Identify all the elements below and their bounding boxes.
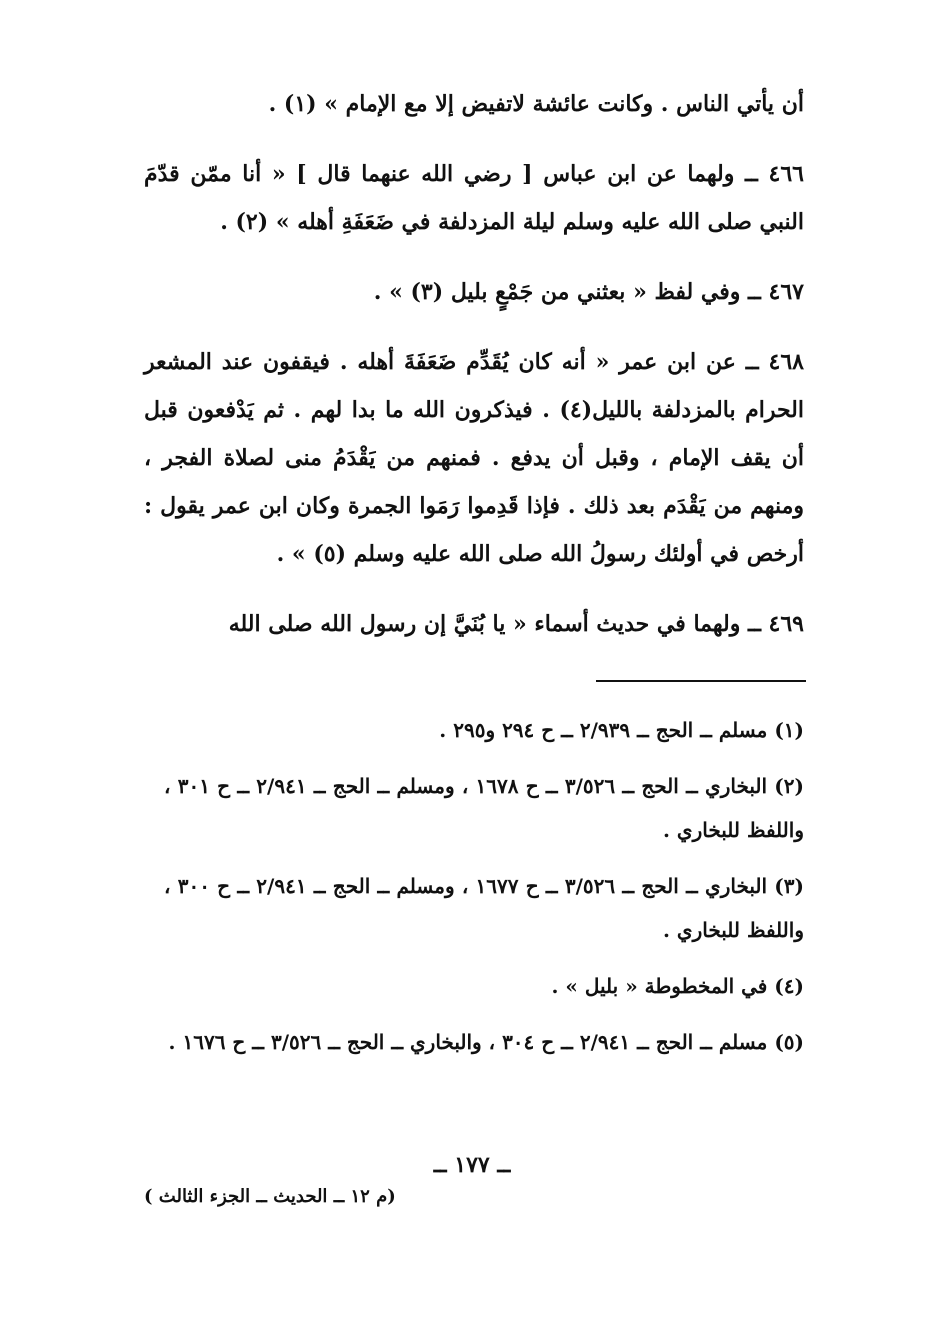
footnote-4: (٤) في المخطوطة « بليل » . (551, 974, 804, 998)
footnotes (164, 708, 804, 1076)
footnote-separator (596, 680, 806, 682)
printer-signature: (م ١٢ ــ الحديث ــ الجزء الثالث ) (144, 1186, 396, 1207)
footnote-3: (٣) البخاري ــ الحج ــ ٣/٥٢٦ ــ ح ١٦٧٧ ، ومسلم ــ الحج ــ ٢/٩٤١ ــ ح ٣٠٠ ، واللفظ للبخاري . (164, 874, 804, 942)
footnote-2: (٢) البخاري ــ الحج ــ ٣/٥٢٦ ــ ح ١٦٧٨ ، ومسلم ــ الحج ــ ٢/٩٤١ ــ ح ٣٠١ ، واللفظ للبخاري . (164, 774, 804, 842)
main-text-body (144, 80, 804, 670)
footnote-5: (٥) مسلم ــ الحج ــ ٢/٩٤١ ــ ح ٣٠٤ ، والبخاري ــ الحج ــ ٣/٥٢٦ ــ ح ١٦٧٦ . (168, 1030, 804, 1054)
hadith-467: ٤٦٧ ــ وفي لفظ « بعثني من جَمْعٍ بليل (٣) » . (373, 279, 804, 305)
hadith-466: ٤٦٦ ــ ولهما عن ابن عباس [ رضي الله عنهما قال ] « أنا ممّن قدّمَ النبي صلى الله عليه وسلم ليلة المزدلفة في ضَعَفَةِ أهله » (٢) . (144, 161, 804, 235)
footnote-1: (١) مسلم ــ الحج ــ ٢/٩٣٩ ــ ح ٢٩٤ و٢٩٥ . (439, 718, 804, 742)
hadith-469: ٤٦٩ ــ ولهما في حديث أسماء « يا بُنَيَّ إن رسول الله صلى الله (228, 611, 804, 637)
page-number: ــ ١٧٧ ــ (433, 1152, 511, 1178)
hadith-468: ٤٦٨ ــ عن ابن عمر « أنه كان يُقَدِّم ضَعَفَةَ أهله . فيقفون عند المشعر الحرام بالمزدلفة بالليل(٤) . فيذكرون الله ما بدا لهم . ثم يَدْفعون قبل أن يقف الإمام ، وقبل أن يدفع . فمنهم من يَقْدَمُ منى لصلاة الفجر ، ومنهم من يَقْدَم بعد ذلك . فإذا قَدِموا رَمَوا الجمرة وكان ابن عمر يقول : أرخص في أولئك رسولُ الله صلى الله عليه وسلم (٥) » . (144, 349, 805, 567)
paragraph-continuation: أن يأتي الناس . وكانت عائشة لاتفيض إلا مع الإمام » (١) . (268, 91, 804, 117)
